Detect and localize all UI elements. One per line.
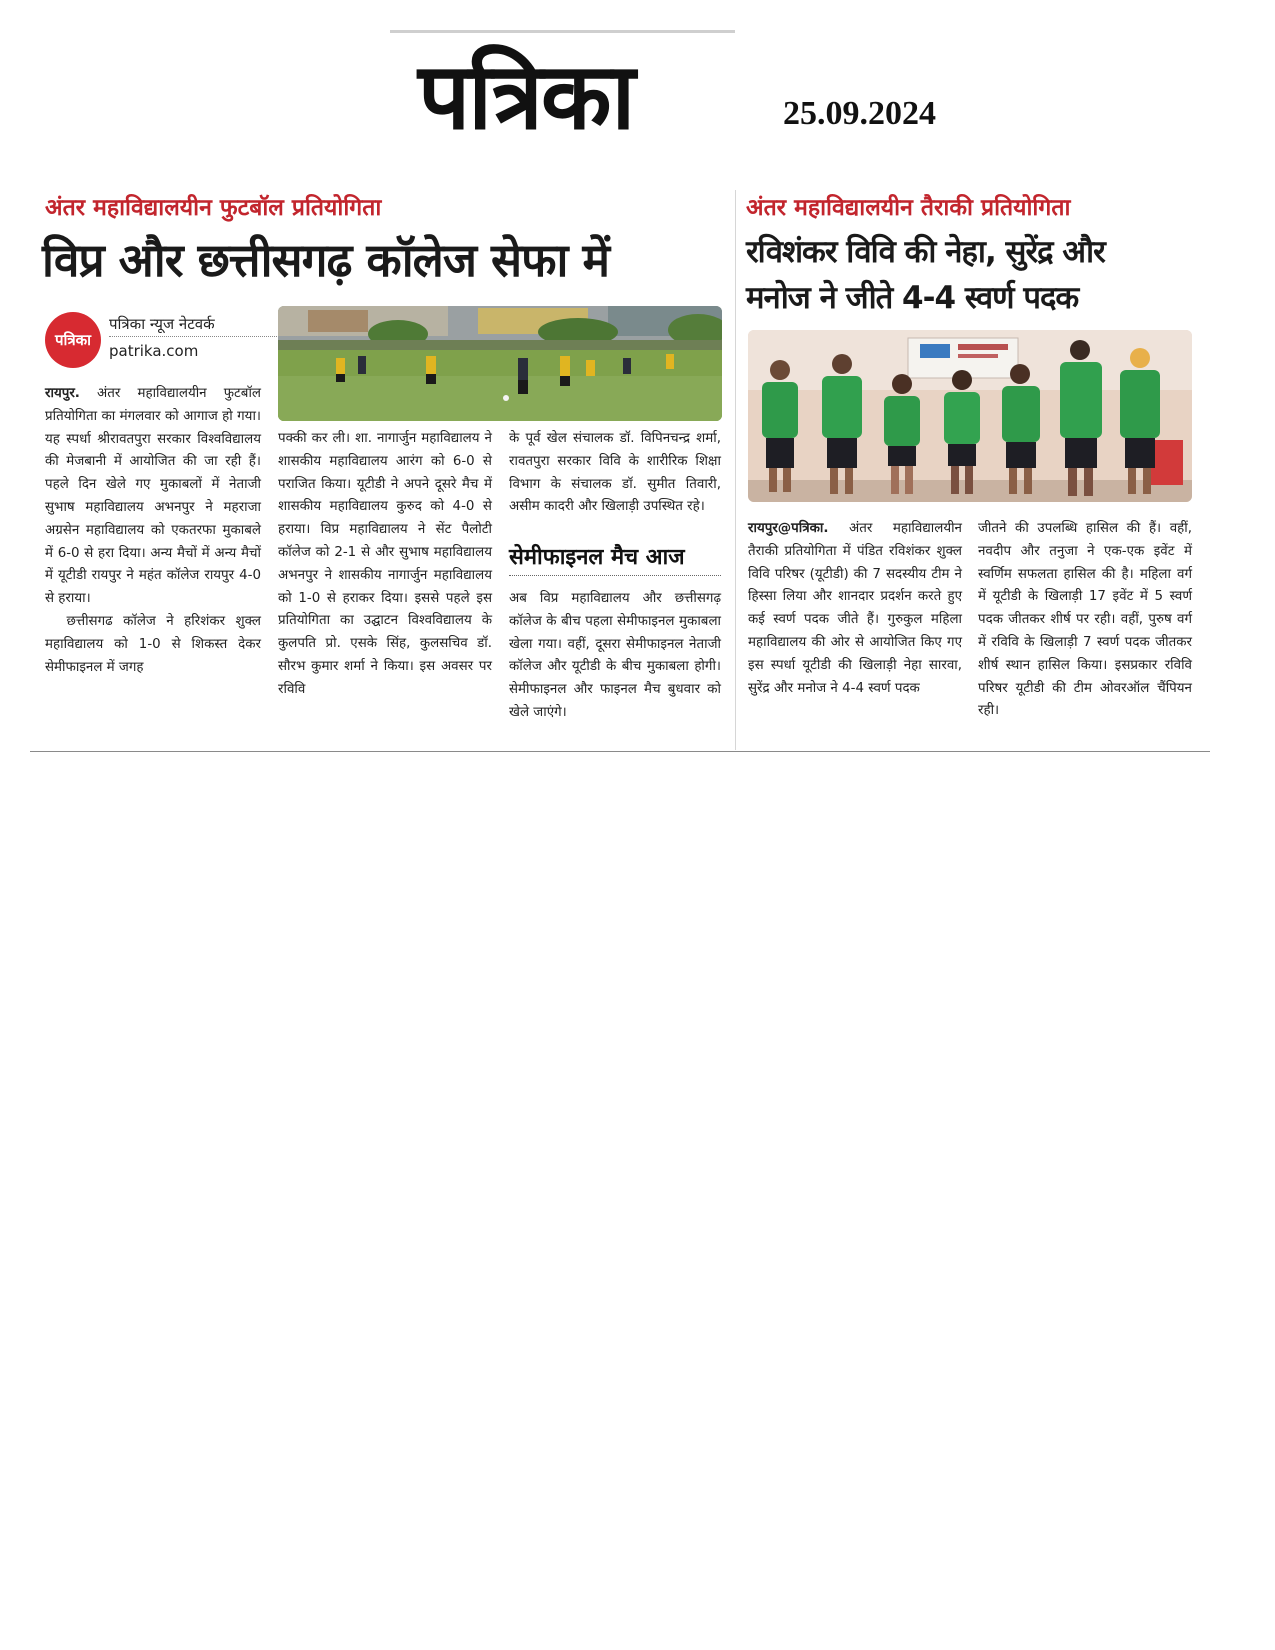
football-headline: विप्र और छत्तीसगढ़ कॉलेज सेफा में [42,233,609,287]
football-column-3-bottom: अब विप्र महाविद्यालय और छत्तीसगढ़ कॉलेज के बीच पहला सेमीफाइनल मुकाबला खेला गया। वहीं, दूसरा सेमीफाइनल नेताजी कॉलेज और यूटीडी के बीच मुकाबला होगी। सेमीफाइनल और फाइनल मैच बुधवार को खेले जाएंगे। [509,591,721,720]
football-match-photo [278,306,722,421]
swimming-kicker: अंतर महाविद्यालयीन तैराकी प्रतियोगिता [746,195,1071,221]
semifinal-subhead: सेमीफाइनल मैच आज [509,544,721,576]
football-paragraph-1: अंतर महाविद्यालयीन फुटबॉल प्रतियोगिता का मंगलवार को आगाज हो गया। यह स्पर्धा श्रीरावतपुरा सरकार विश्वविद्यालय की मेजबानी में आयोजित की जा रही हैं। पहले दिन खेले गए मुकाबलों में नेताजी सुभाष महाविद्यालय अभनपुर ने महराजा अग्रसेन महाविद्यालय को एकतरफा मुकाबले में 6-0 से हरा दिया। अन्य मैचों में अन्य मैचों में यूटीडी रायपुर ने महंत कॉलेज रायपुर 4-0 से हराया। [45,386,261,607]
masthead-logo: पत्रिका [418,42,634,150]
swimming-team-photo [748,330,1192,502]
swimming-headline-line-2: मनोज ने जीते 4-4 स्वर्ण पदक [746,280,1079,316]
football-kicker: अंतर महाविद्यालयीन फुटबॉल प्रतियोगिता [45,195,382,221]
patrika-logo-badge: पत्रिका [45,312,101,368]
publication-date: 25.09.2024 [783,95,936,132]
clipping-bottom-rule [30,751,1210,752]
swimming-dateline: रायपुर@पत्रिका. [748,521,829,536]
football-column-2: पक्की कर ली। शा. नागार्जुन महाविद्यालय ने शासकीय महाविद्यालय आरंग को 6-0 से पराजित किया। यूटीडी ने अपने दूसरे मैच में शासकीय महाविद्यालय कुरुद को 4-0 से हराया। विप्र महाविद्यालय ने सेंट पैलोटी कॉलेज को 2-1 से और सुभाष महाविद्यालय अभनपुर ने शासकीय नागार्जुन महाविद्यालय को 1-0 से हराकर दिया। इससे पहले इस प्रतियोगिता का उद्घाटन विश्वविद्यालय के कुलपति प्रो. एसके सिंह, कुलसचिव डॉ. सौरभ कुमार शर्मा ने किया। इस अवसर पर रविवि [278,431,492,697]
swimming-column-2: जीतने की उपलब्धि हासिल की हैं। वहीं, नवदीप और तनुजा ने एक-एक इवेंट में स्वर्णिम सफलता हासिल की है। महिला वर्ग में यूटीडी के खिलाड़ी 17 इवेंट में 5 स्वर्ण पदक जीतकर शीर्ष पर रही। वहीं, पुरुष वर्ग में रविवि के खिलाड़ी 7 स्वर्ण पदक जीतकर शीर्ष स्थान हासिल किया। इसप्रकार रविवि परिषर यूटीडी की टीम ओवरऑल चैंपियन रही। [978,521,1192,719]
swimming-column-1 [748,518,962,700]
dateline: रायपुर. [45,386,80,401]
news-network-label: पत्रिका न्यूज नेटवर्क [109,315,215,333]
article-divider [735,190,736,750]
football-column-1 [45,383,261,679]
football-column-3-top: के पूर्व खेल संचालक डॉ. विपिनचन्द्र शर्मा, रावतपुरा सरकार विवि के शारीरिक शिक्षा विभाग के संचालक डॉ. सुमीत तिवारी, असीम कादरी और खिलाड़ी उपस्थित रहे। [509,431,721,515]
byline-rule [109,336,299,337]
masthead-rule [390,30,735,33]
swimming-headline-line-1: रविशंकर विवि की नेहा, सुरेंद्र और [746,234,1105,270]
football-paragraph-2: छत्तीसगढ कॉलेज ने हरिशंकर शुक्ल महाविद्यालय को 1-0 से शिकस्त देकर सेमीफाइनल में जगह [45,613,261,675]
patrika-site-link: patrika.com [109,342,199,360]
swimming-paragraph-1: अंतर महाविद्यालयीन तैराकी प्रतियोगिता में पंडित रविशंकर शुक्ल विवि परिषर (यूटीडी) की 7 सदस्यीय टीम ने हिस्सा लिया और शानदार प्रदर्शन करते हुए कई स्वर्ण पदक जीते हैं। गुरुकुल महिला महाविद्यालय की ओर से आयोजित किए गए इस स्पर्धा यूटीडी की खिलाड़ी नेहा सारवा, सुरेंद्र और मनोज ने 4-4 स्वर्ण पदक [748,521,962,696]
